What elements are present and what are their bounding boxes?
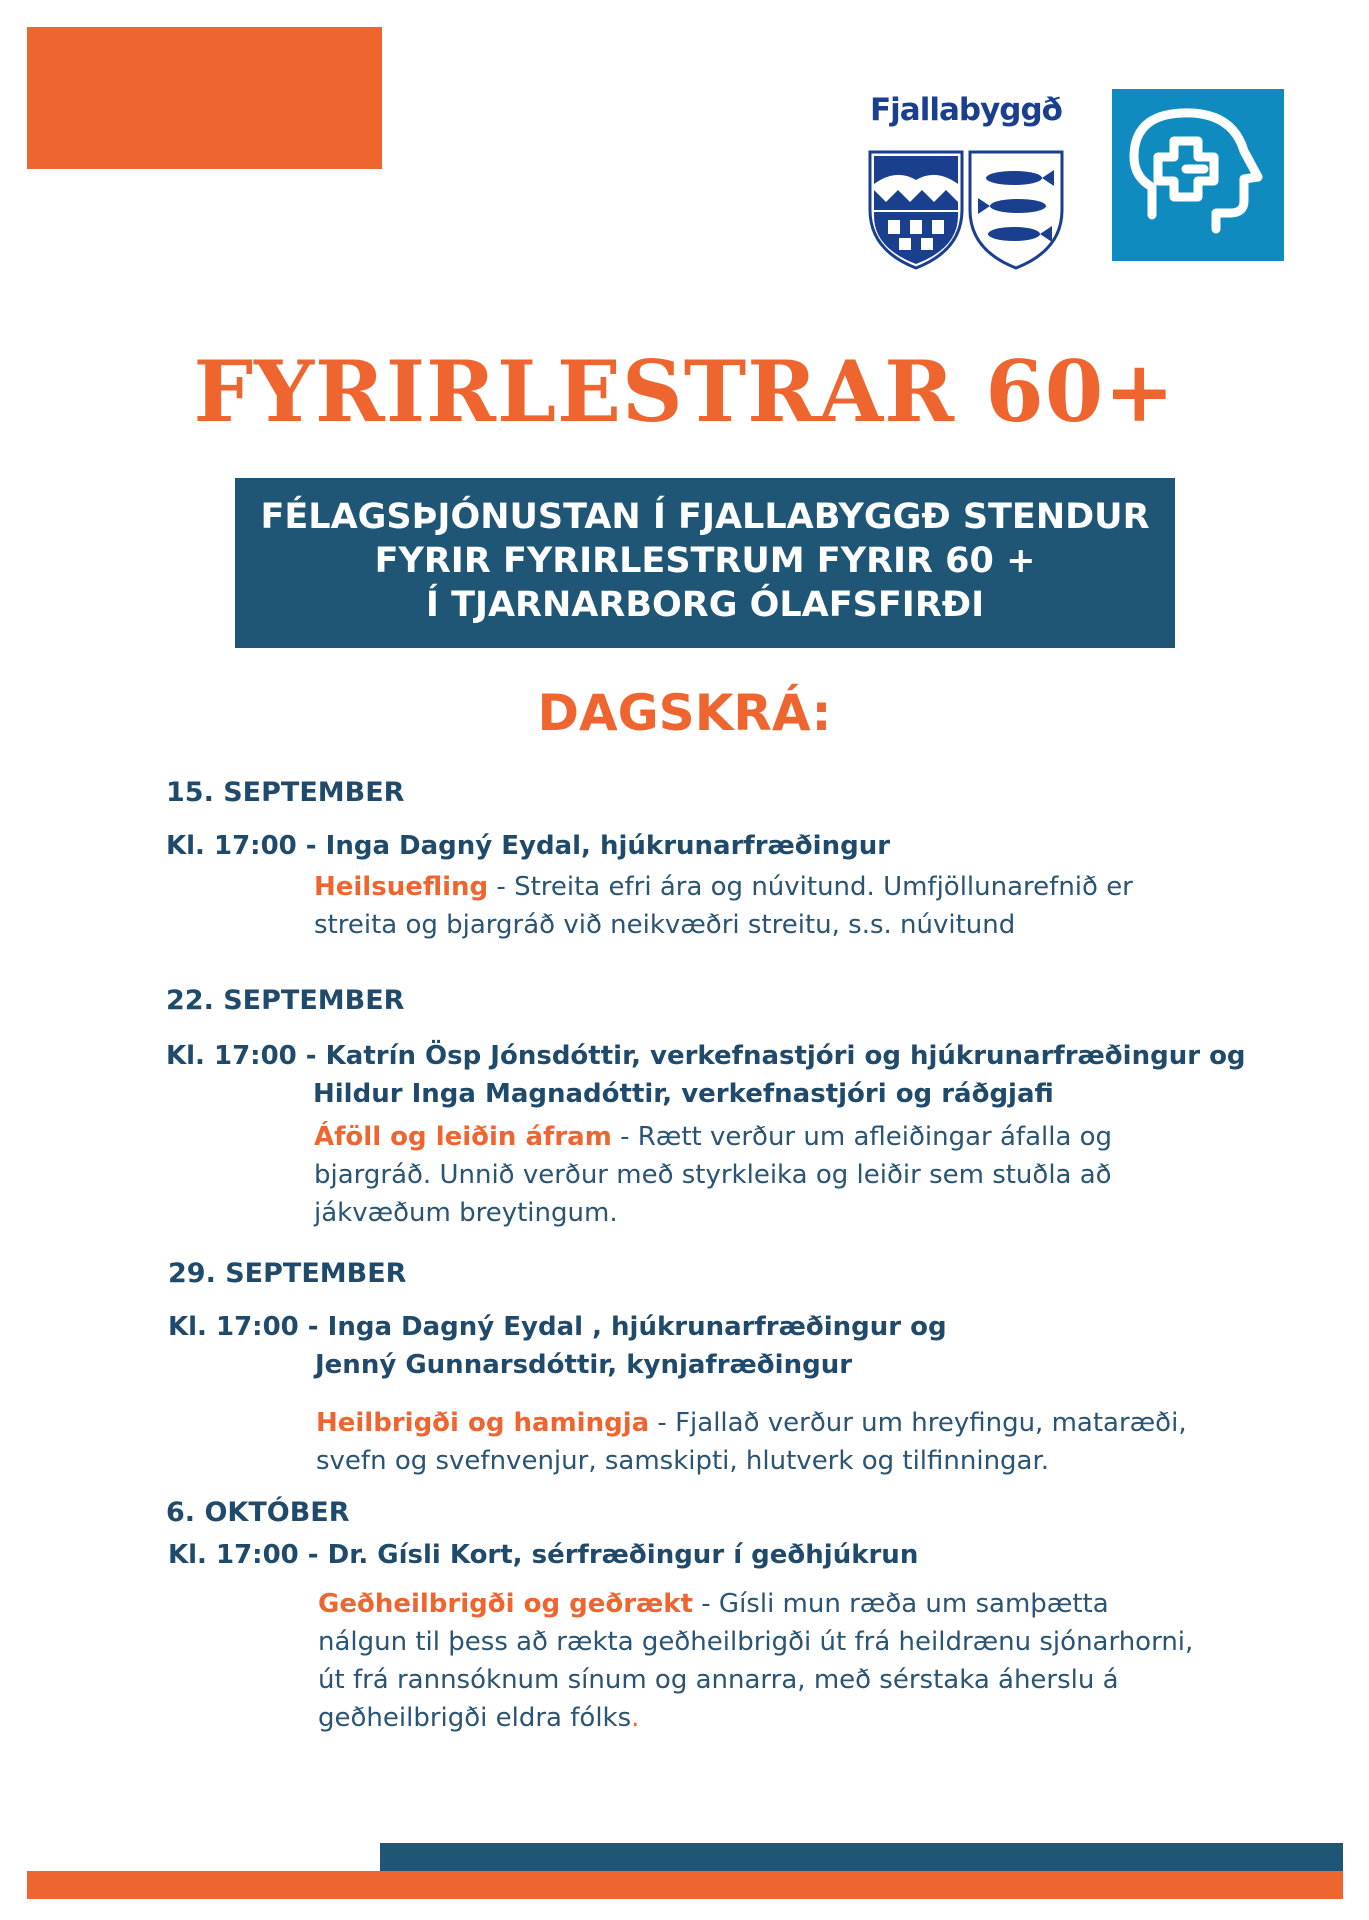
event-description xyxy=(314,1118,1174,1232)
event-description xyxy=(316,1404,1196,1480)
speaker-line: Kl. 17:00 - Katrín Ösp Jónsdóttir, verkefnastjóri og hjúkrunarfræðingur og xyxy=(166,1041,1246,1071)
coat-of-arms-group xyxy=(866,150,1066,270)
speaker-line: Jenný Gunnarsdóttir, kynjafræðingur xyxy=(315,1350,853,1380)
speaker-line: Kl. 17:00 - Inga Dagný Eydal , hjúkrunarfræðingur og xyxy=(168,1312,947,1342)
event-topic: Áföll og leiðin áfram xyxy=(314,1122,612,1152)
event-description xyxy=(314,868,1184,944)
decorative-orange-block xyxy=(27,27,382,169)
event-topic: Heilsuefling xyxy=(314,872,489,902)
banner-line-1: FÉLAGSÞJÓNUSTAN Í FJALLABYGGÐ STENDUR xyxy=(260,497,1150,537)
page-title: FYRIRLESTRAR 60+ xyxy=(193,342,1176,441)
event-date: 29. SEPTEMBER xyxy=(168,1258,407,1289)
event-description-text: - Rætt verður um afleiðingar áfalla og bjargráð. Unnið verður með styrkleika og leiðir sem stuðla að jákvæðum breytingum. xyxy=(314,1122,1113,1228)
mental-health-head-icon xyxy=(1112,89,1284,261)
mental-health-logo xyxy=(1112,89,1284,261)
event-speakers xyxy=(166,827,890,865)
agenda-title: DAGSKRÁ: xyxy=(537,684,832,742)
footer-orange-bar xyxy=(27,1871,1343,1899)
event-date: 6. OKTÓBER xyxy=(166,1497,350,1528)
speaker-line: Kl. 17:00 - Dr. Gísli Kort, sérfræðingur í geðhjúkrun xyxy=(168,1540,919,1570)
speaker-line: Kl. 17:00 - Inga Dagný Eydal, hjúkrunarfræðingur xyxy=(166,831,891,861)
event-end-mark: . xyxy=(631,1703,640,1733)
event-date: 22. SEPTEMBER xyxy=(166,985,405,1016)
fish-coat-of-arms-icon xyxy=(970,152,1062,268)
banner-line-3: Í TJARNARBORG ÓLAFSFIRÐI xyxy=(425,585,985,625)
event-description-text: - Streita efri ára og núvitund. Umfjöllunarefnið er streita og bjargráð við neikvæðri streitu, s.s. núvitund xyxy=(314,872,1133,940)
event-description xyxy=(318,1585,1198,1737)
event-date: 15. SEPTEMBER xyxy=(166,777,405,808)
fjallabyggd-wordmark: Fjallabyggð xyxy=(870,92,1062,128)
event-speakers xyxy=(166,1037,1246,1113)
fjallabyggd-coat-of-arms-icon xyxy=(870,152,962,268)
event-topic: Geðheilbrigði og geðrækt xyxy=(318,1589,694,1619)
footer-blue-bar xyxy=(380,1843,1343,1871)
intro-banner xyxy=(235,478,1175,648)
event-description-text: - Fjallað verður um hreyfingu, mataræði, svefn og svefnvenjur, samskipti, hlutverk og tilfinningar. xyxy=(316,1408,1187,1476)
event-speakers xyxy=(168,1308,947,1384)
event-topic: Heilbrigði og hamingja xyxy=(316,1408,650,1438)
banner-line-2: FYRIR FYRIRLESTRUM FYRIR 60 + xyxy=(374,541,1036,581)
event-speakers xyxy=(168,1536,918,1574)
event-description-text: - Gísli mun ræða um samþætta nálgun til þess að rækta geðheilbrigði út frá heildrænu sjónarhorni, út frá rannsóknum sínum og annarra, með sérstaka áherslu á geðheilbrigði eldra fólks xyxy=(318,1589,1194,1733)
speaker-line: Hildur Inga Magnadóttir, verkefnastjóri og ráðgjafi xyxy=(313,1079,1054,1109)
